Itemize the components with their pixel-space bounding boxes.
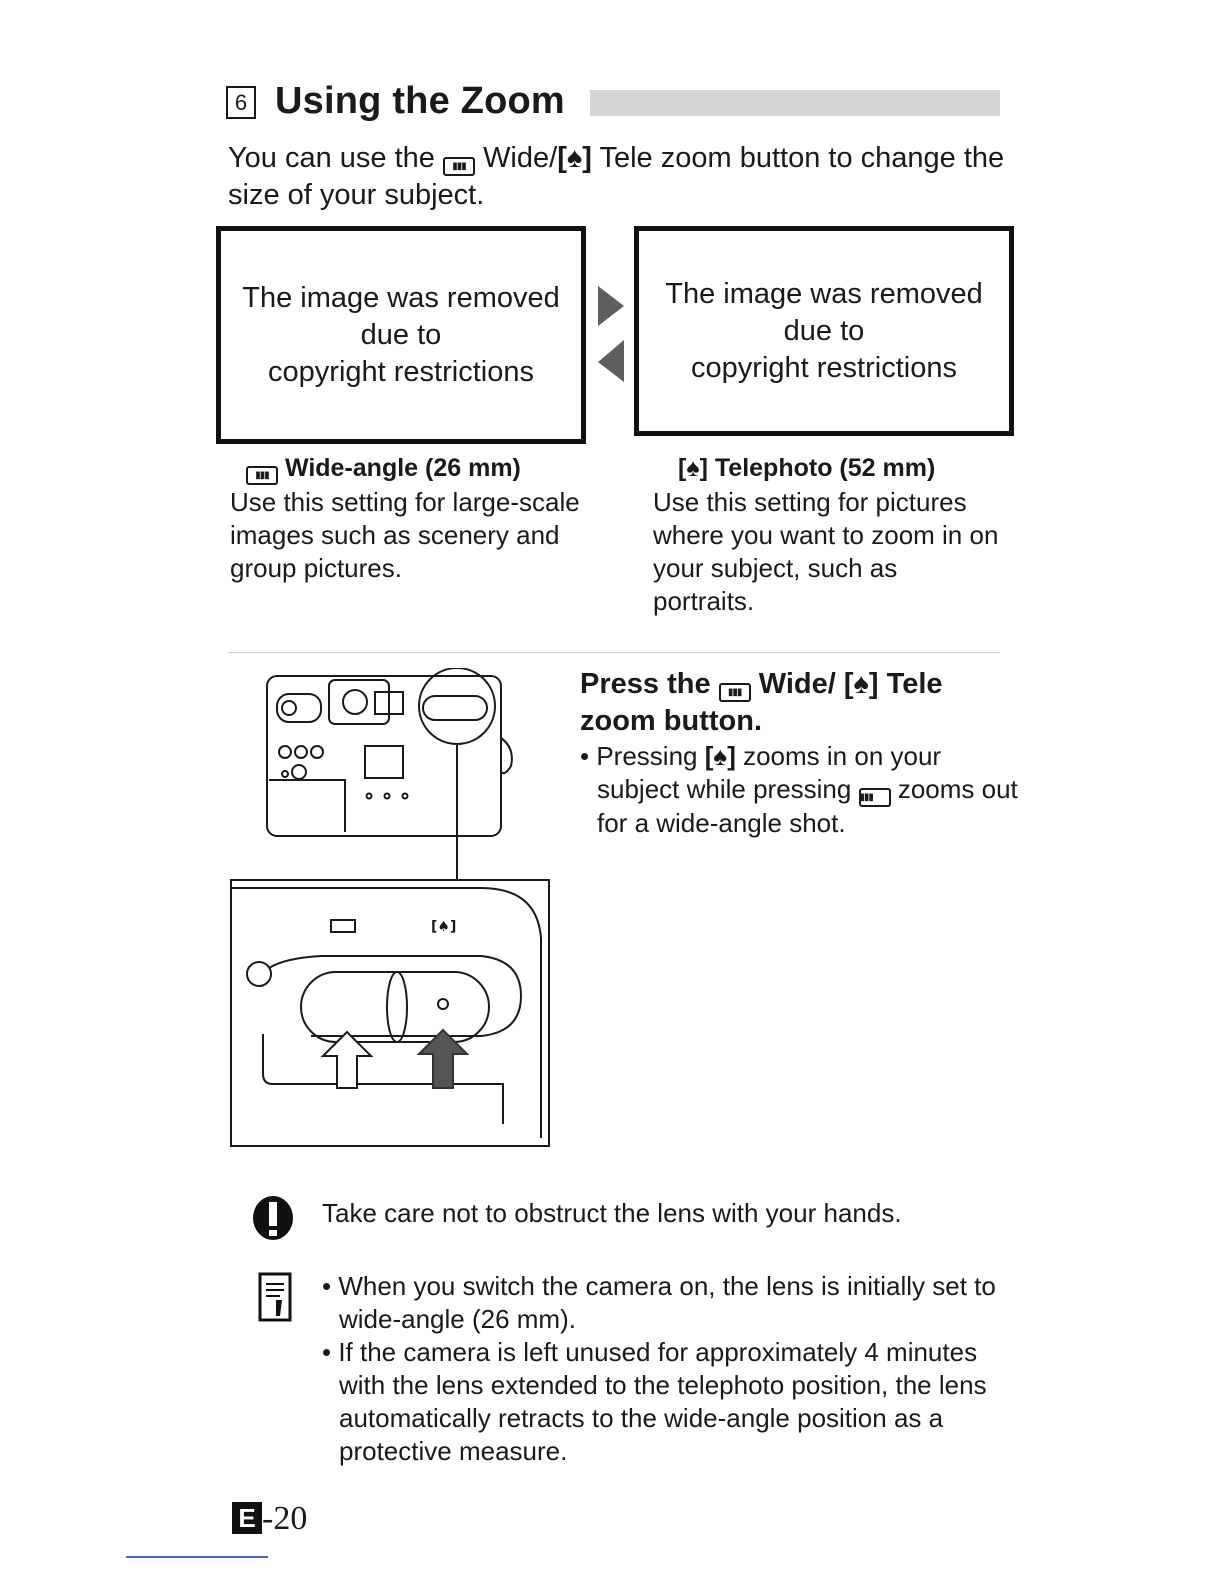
camera-zoom-illustration (225, 668, 560, 1152)
memo-icon (258, 1272, 294, 1324)
placeholder-line: copyright restrictions (691, 351, 957, 384)
heading-decoration-bar (590, 90, 1000, 116)
caution-icon (248, 1194, 298, 1242)
intro-text-3: Tele zoom button to change the size of your subject. (228, 142, 1005, 211)
wide-label-icon (331, 920, 355, 932)
intro-text-1: You can use the (228, 142, 435, 174)
camera-body (267, 676, 501, 836)
lcd-screen (365, 746, 403, 778)
tele-zoom-icon: [♠] (704, 741, 736, 771)
tele-zoom-icon: [♠] (843, 668, 879, 700)
tele-caption-title: [♠] Telephoto (52 mm) (678, 454, 936, 482)
note-item: • If the camera is left unused for approximately 4 minutes with the lens extended to the telephoto position, the lens automatically retracts to the wide-angle position as a protective measure. (322, 1337, 987, 1466)
wide-image-placeholder (216, 226, 586, 444)
intro-paragraph (228, 140, 1008, 214)
page-number-text: -20 (262, 1500, 308, 1537)
wide-caption-title: ▮▮▮ Wide-angle (26 mm) (246, 454, 596, 485)
zoom-lever-large (301, 972, 489, 1042)
flash-unit (329, 680, 389, 724)
caution-text: Take care not to obstruct the lens with your hands. (322, 1198, 902, 1228)
press-instruction-bullet: • Pressing [♠] zooms in on your subject while pressing ▮▮▮ zooms out for a wide-angle shot. (580, 741, 1018, 838)
tele-zoom-icon: [♠] (678, 454, 708, 482)
press-instruction-title: Press the ▮▮▮ Wide/ [♠] Tele zoom button. (580, 668, 943, 737)
intro-text-2: Wide/ (483, 142, 558, 174)
camera-dial (277, 694, 321, 722)
arrow-right-icon (598, 286, 624, 326)
tele-label-icon: [♠] (431, 919, 457, 935)
wide-arrow-icon (323, 1032, 371, 1088)
tele-zoom-icon: [♠] (557, 142, 592, 174)
zoom-lever-small (423, 696, 487, 720)
placeholder-line: due to (783, 314, 865, 347)
bottom-accent-line (126, 1556, 268, 1558)
tele-caption-text: Use this setting for pictures where you want to zoom in on your subject, such as portraits. (653, 487, 999, 616)
step-number-box: 6 (226, 86, 256, 119)
placeholder-line: copyright restrictions (268, 355, 534, 388)
section-divider (228, 652, 1000, 653)
lever-labels (331, 919, 456, 935)
wide-caption (246, 454, 596, 485)
placeholder-line: The image was removed (665, 277, 983, 310)
zoom-highlight-circle (419, 668, 495, 744)
wide-zoom-icon: ▮▮▮ (246, 466, 278, 485)
dial-icon (282, 701, 296, 715)
english-section-badge: E (232, 1502, 262, 1534)
tele-image-placeholder (634, 226, 1014, 436)
page-number (232, 1500, 307, 1538)
lens-icon (343, 690, 367, 714)
wide-caption-text: Use this setting for large-scale images such as scenery and group pictures. (230, 487, 580, 583)
tele-caption (678, 454, 1018, 483)
wide-zoom-icon: ▮▮▮ (859, 788, 891, 807)
wide-zoom-icon: ▮▮▮ (719, 683, 751, 702)
note-item: • When you switch the camera on, the lens is initially set to wide-angle (26 mm). (322, 1271, 996, 1334)
placeholder-line: due to (360, 318, 442, 351)
page-title: Using the Zoom (275, 80, 565, 122)
zoom-detail-frame (231, 880, 549, 1146)
zoom-direction-arrows (594, 284, 630, 384)
wide-zoom-icon: ▮▮▮ (443, 157, 475, 176)
placeholder-line: The image was removed (242, 281, 560, 314)
notes-list (322, 1270, 1002, 1468)
tele-arrow-icon (419, 1030, 467, 1088)
arrow-left-icon (598, 340, 624, 382)
